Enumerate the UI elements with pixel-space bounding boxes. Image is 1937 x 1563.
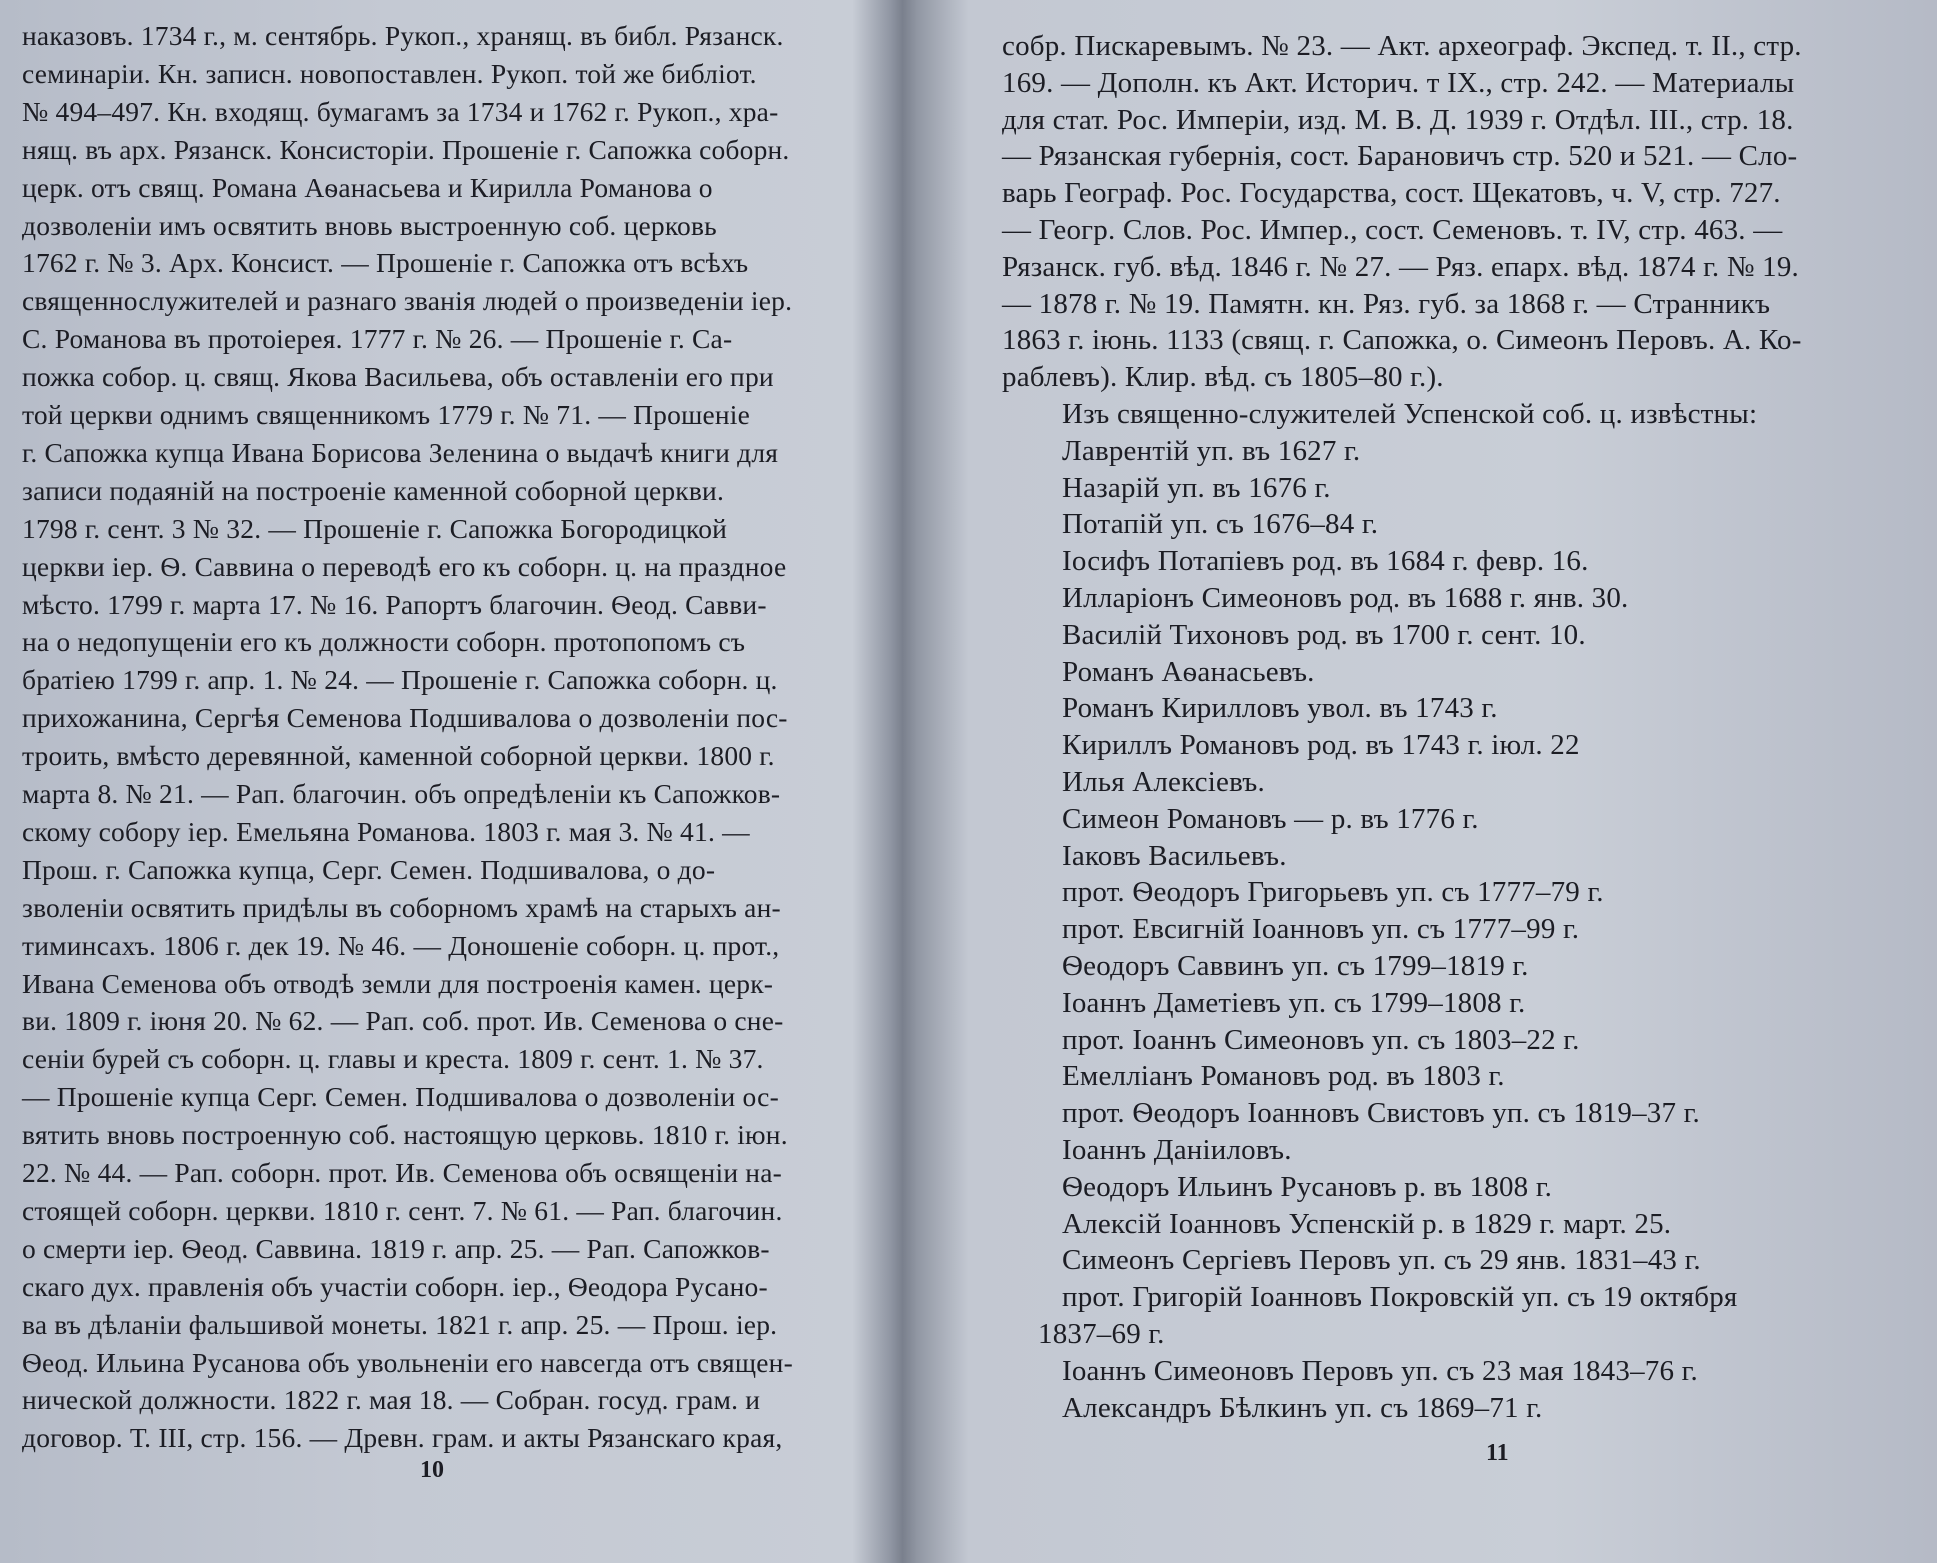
text-line: варь Географ. Рос. Государства, сост. Щекатовъ, ч. V, стр. 727. <box>1002 177 1781 210</box>
text-line: прот. Григорій Іоанновъ Покровскій уп. съ 19 октября <box>1062 1281 1738 1314</box>
text-line: прихожанина, Сергѣя Семенова Подшивалова о дозволеніи пос- <box>22 702 788 734</box>
text-line: прот. Ѳеодоръ Григорьевъ уп. съ 1777–79 г. <box>1062 876 1604 909</box>
text-line: Потапій уп. съ 1676–84 г. <box>1062 508 1379 541</box>
text-line: марта 8. № 21. — Рап. благочин. объ опредѣленіи къ Сапожков- <box>22 778 781 809</box>
text-line: Ѳеод. Ильина Русанова объ увольненіи его навсегда отъ священ- <box>22 1346 793 1378</box>
text-line: Емелліанъ Романовъ род. въ 1803 г. <box>1062 1060 1505 1093</box>
text-line: Илья Алексіевъ. <box>1062 766 1265 798</box>
text-line: тиминсахъ. 1806 г. дек 19. № 46. — Доношеніе соборн. ц. прот., <box>22 929 780 961</box>
text-line: братіею 1799 г. апр. 1. № 24. — Прошеніе г. Сапожка соборн. ц. <box>22 664 778 696</box>
text-line: 1762 г. № 3. Арх. Консист. — Прошеніе г. Сапожка отъ всѣхъ <box>22 247 749 279</box>
text-line: скому собору іер. Емельяна Романова. 1803 г. мая 3. № 41. — <box>22 815 750 847</box>
right-page <box>960 0 1937 1563</box>
text-line: на о недопущеніи его къ должности соборн. протопопомъ съ <box>22 626 746 658</box>
text-line: Ѳеодоръ Саввинъ уп. съ 1799–1819 г. <box>1062 950 1529 982</box>
text-line: зволеніи освятить придѣлы въ соборномъ храмѣ на старыхъ ан- <box>22 891 781 923</box>
text-line: Іоаннъ Даніиловъ. <box>1062 1134 1292 1166</box>
text-line: договор. Т. III, стр. 156. — Древн. грам. и акты Рязанскаго края, <box>22 1422 783 1454</box>
text-line: Іаковъ Васильевъ. <box>1062 839 1287 872</box>
text-line: Кириллъ Романовъ род. въ 1743 г. іюл. 22 <box>1062 729 1580 762</box>
text-line: 1837–69 г. <box>1038 1318 1165 1350</box>
text-line: скаго дух. правленія объ участіи соборн. іер., Ѳеодора Русано- <box>22 1270 768 1302</box>
text-line: Изъ священно-служителей Успенской соб. ц. извѣстны: <box>1062 398 1758 430</box>
text-line: Іоаннъ Даметіевъ уп. съ 1799–1808 г. <box>1062 986 1526 1019</box>
text-line: прот. Іоаннъ Симеоновъ уп. съ 1803–22 г. <box>1062 1023 1580 1056</box>
text-line: стоящей соборн. церкви. 1810 г. сент. 7. № 61. — Рап. благочин. <box>22 1194 783 1226</box>
text-line: — Геогр. Слов. Рос. Импер., сост. Семеновъ. т. IV, стр. 463. — <box>1002 214 1783 246</box>
text-line: наказовъ. 1734 г., м. сентябрь. Рукоп., хранящ. въ библ. Рязанск. <box>22 20 784 51</box>
text-line: 1798 г. сент. 3 № 32. — Прошеніе г. Сапожка Богородицкой <box>22 512 728 544</box>
text-line: прот. Ѳеодоръ Іоанновъ Свистовъ уп. съ 1819–37 г. <box>1062 1097 1700 1130</box>
text-line: Романъ Кирилловъ увол. въ 1743 г. <box>1062 692 1498 725</box>
text-line: сеніи бурей съ соборн. ц. главы и креста. 1809 г. сент. 1. № 37. <box>22 1043 764 1075</box>
text-line: священнослужителей и разнаго званія людей о произведеніи іер. <box>22 285 793 317</box>
text-line: 1863 г. іюнь. 1133 (свящ. г. Сапожка, о. Симеонъ Перовъ. А. Ко- <box>1002 324 1802 357</box>
text-line: прот. Евсигній Іоанновъ уп. съ 1777–99 г. <box>1062 913 1580 946</box>
text-line: церк. отъ свящ. Романа Аѳанасьева и Кирилла Романова о <box>22 171 713 203</box>
text-line: мѣсто. 1799 г. марта 17. № 16. Рапортъ благочин. Ѳеод. Савви- <box>22 588 767 620</box>
text-line: ва въ дѣланіи фальшивой монеты. 1821 г. апр. 25. — Прош. іер. <box>22 1308 778 1340</box>
text-line: Симеон Романовъ — р. въ 1776 г. <box>1062 802 1479 835</box>
page-number-right: 11 <box>1486 1440 1509 1466</box>
text-line: дозволеніи имъ освятить вновь выстроенную соб. церковь <box>22 209 717 241</box>
text-line: г. Сапожка купца Ивана Борисова Зеленина о выдачѣ книги для <box>22 436 779 468</box>
text-line: собр. Пискаревымъ. № 23. — Акт. археограф. Экспед. т. II., стр. <box>1002 30 1802 62</box>
text-line: о смерти іер. Ѳеод. Саввина. 1819 г. апр. 25. — Рап. Сапожков- <box>22 1232 770 1264</box>
text-line: нической должности. 1822 г. мая 18. — Собран. госуд. грам. и <box>22 1384 761 1416</box>
text-line: записи подаяній на построеніе каменной соборной церкви. <box>22 474 725 506</box>
text-line: Лаврентій уп. въ 1627 г. <box>1062 434 1361 467</box>
text-line: 22. № 44. — Рап. соборн. прот. Ив. Семенова объ освященіи на- <box>22 1157 782 1188</box>
text-line: Іоаннъ Симеоновъ Перовъ уп. съ 23 мая 1843–76 г. <box>1062 1354 1698 1387</box>
text-line: Прош. г. Сапожка купца, Серг. Семен. Подшивалова, о до- <box>22 853 716 885</box>
text-line: — Рязанская губернія, сост. Барановичъ стр. 520 и 521. — Сло- <box>1002 140 1798 173</box>
text-line: Назарій уп. въ 1676 г. <box>1062 471 1331 504</box>
text-line: нящ. въ арх. Рязанск. Консисторіи. Прошеніе г. Сапожка соборн. <box>22 133 790 165</box>
text-line: церкви іер. Ѳ. Саввина о переводѣ его къ соборн. ц. на праздное <box>22 550 787 582</box>
text-line: Рязанск. губ. вѣд. 1846 г. № 27. — Ряз. епарх. вѣд. 1874 г. № 19. <box>1002 250 1799 283</box>
text-line: — 1878 г. № 19. Памятн. кн. Ряз. губ. за 1868 г. — Странникъ <box>1002 287 1771 320</box>
text-line: Ивана Семенова объ отводѣ земли для построенія камен. церк- <box>22 967 774 999</box>
text-line: семинаріи. Кн. записн. новопоставлен. Рукоп. той же библіот. <box>22 57 757 89</box>
text-line: 169. — Дополн. къ Акт. Историч. т IX., стр. 242. — Материалы <box>1002 66 1795 99</box>
text-line: вятить вновь построенную соб. настоящую церковь. 1810 г. іюн. <box>22 1119 788 1151</box>
text-line: Илларіонъ Симеоновъ род. въ 1688 г. янв. 30. <box>1062 582 1629 614</box>
text-line: Симеонъ Сергіевъ Перовъ уп. съ 29 янв. 1831–43 г. <box>1062 1244 1701 1277</box>
text-line: С. Романова въ протоіерея. 1777 г. № 26. — Прошеніе г. Са- <box>22 323 733 355</box>
text-line: Ѳеодоръ Ильинъ Русановъ р. въ 1808 г. <box>1062 1170 1553 1203</box>
page-number-left: 10 <box>420 1457 444 1483</box>
text-line: для стат. Рос. Имперіи, изд. М. В. Д. 1939 г. Отдѣл. III., стр. 18. <box>1002 103 1794 136</box>
text-line: той церкви однимъ священникомъ 1779 г. № 71. — Прошеніе <box>22 399 751 430</box>
text-line: Александръ Бѣлкинъ уп. съ 1869–71 г. <box>1062 1391 1543 1424</box>
text-line: пожка собор. ц. свящ. Якова Васильева, объ оставленіи его при <box>22 361 774 393</box>
text-line: Іосифъ Потапіевъ род. въ 1684 г. февр. 16. <box>1062 545 1589 578</box>
text-line: ви. 1809 г. іюня 20. № 62. — Рап. соб. прот. Ив. Семенова о сне- <box>22 1005 784 1037</box>
text-line: раблевъ). Клир. вѣд. съ 1805–80 г.). <box>1002 361 1444 394</box>
left-page <box>0 0 880 1563</box>
text-line: Алексій Іоанновъ Успенскій р. в 1829 г. март. 25. <box>1062 1207 1672 1240</box>
text-line: троить, вмѣсто деревянной, каменной соборной церкви. 1800 г. <box>22 740 775 772</box>
text-line: № 494–497. Кн. входящ. бумагамъ за 1734 и 1762 г. Рукоп., хра- <box>22 95 779 127</box>
text-line: Василій Тихоновъ род. въ 1700 г. сент. 10. <box>1062 618 1586 651</box>
text-line: Романъ Аѳанасьевъ. <box>1062 655 1315 688</box>
text-line: — Прошеніе купца Серг. Семен. Подшивалова о дозволеніи ос- <box>22 1081 779 1113</box>
